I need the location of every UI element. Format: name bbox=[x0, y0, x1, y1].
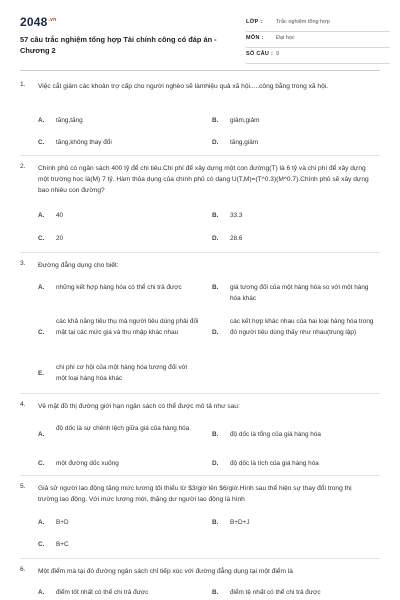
option-text: 33.3 bbox=[230, 212, 243, 219]
option-letter: B. bbox=[212, 212, 219, 219]
header-divider bbox=[20, 70, 380, 71]
meta-key: MÔN : bbox=[246, 35, 264, 41]
option-letter: A. bbox=[38, 519, 45, 526]
meta-value: Đại học bbox=[276, 35, 295, 41]
site-logo[interactable] bbox=[20, 15, 56, 29]
option-text: 40 bbox=[56, 212, 64, 219]
question-divider bbox=[20, 393, 380, 394]
meta-value: 9 bbox=[276, 51, 280, 57]
option-text: tăng,không thay đổi bbox=[56, 139, 112, 146]
option-text: độ dốc là tổng của giá hàng hóa bbox=[230, 431, 321, 438]
meta-key: SỐ CÂU : bbox=[246, 51, 274, 57]
question-divider bbox=[20, 475, 380, 476]
meta-value: Trắc nghiệm tổng hợp bbox=[276, 19, 330, 25]
question-number: 2. bbox=[20, 163, 26, 170]
question-number: 4. bbox=[20, 401, 26, 408]
option-text: chi phí cơ hội của một hàng hóa tương đối với một loại hàng hóa khác bbox=[56, 364, 188, 382]
option-text: B+D bbox=[56, 519, 69, 526]
question-text: Đường đẳng dụng cho biết: bbox=[38, 262, 119, 269]
option-text: tăng,tăng bbox=[56, 117, 83, 124]
question-text: Chính phủ có ngân sách 400 tỷ để chi tiêu.Chi phí để xây dựng một con đường(T) là 6 tỷ và chi phí để xây dựng một trường học là(M) 7 tỷ. Hàm thỏa dụng của chính phủ có dạng U(T,M)=(T^0.3)(M^0.7).Chính phủ sẽ xây dựng bao nhiêu con đường? bbox=[38, 165, 369, 194]
option-letter: D. bbox=[212, 139, 219, 146]
option-letter: C. bbox=[38, 541, 45, 548]
page-title: 57 câu trắc nghiệm tổng hợp Tài chính công có đáp án - Chương 2 bbox=[20, 35, 217, 55]
option-letter: B. bbox=[212, 519, 219, 526]
question-number: 6. bbox=[20, 566, 26, 573]
option-text: các kết hợp khác nhau của hai loại hàng hóa trong đó người tiêu dùng thấy như nhau(trung lập) bbox=[230, 318, 374, 336]
document-header bbox=[20, 12, 390, 64]
question-text: Việc cắt giảm các khoản trợ cấp cho người nghèo sẽ làmhiệu quả xã hội.....công bằng trong xã hội. bbox=[38, 83, 329, 90]
option-text: giá tương đối của một hàng hóa so với một hàng hóa khác bbox=[230, 284, 369, 302]
option-letter: D. bbox=[212, 460, 219, 467]
option-letter: A. bbox=[38, 589, 45, 596]
question-text: Một điểm mà tại đó đường ngân sách chỉ tiếp xúc với đường đẳng dụng tại một điểm là bbox=[38, 568, 293, 575]
option-text: điểm tệ nhất có thể chi trả được bbox=[230, 589, 321, 596]
option-letter: C. bbox=[38, 329, 45, 336]
question-number: 5. bbox=[20, 483, 26, 490]
option-letter: A. bbox=[38, 284, 45, 291]
option-text: 28.6 bbox=[230, 235, 243, 242]
option-letter: A. bbox=[38, 212, 45, 219]
question-divider bbox=[20, 558, 380, 559]
logo-suffix: .vn bbox=[48, 17, 57, 23]
question-text: Về mặt đồ thị đường giới hạn ngân sách có thể được mô tả như sau: bbox=[38, 403, 240, 410]
option-text: những kết hợp hàng hóa có thể chi trả được bbox=[56, 284, 182, 291]
option-letter: B. bbox=[212, 117, 219, 124]
option-text: điểm tốt nhất có thể chi trả được bbox=[56, 589, 149, 596]
question-divider bbox=[20, 155, 380, 156]
option-text: một đường dốc xuống bbox=[56, 460, 119, 467]
meta-key: LỚP : bbox=[246, 19, 263, 25]
meta-row-count bbox=[246, 48, 390, 64]
option-text: B+D+J bbox=[230, 519, 250, 526]
question-text: Giả sử người lao động tăng mức lương tối thiểu từ $3/giờ lên $6/giờ.Hình sau thể hiện sự thay đổi trong thị trường lao động. Với mức lương mới, thặng dư người lao động là hình bbox=[38, 485, 352, 503]
question-divider bbox=[20, 252, 380, 253]
option-letter: A. bbox=[38, 117, 45, 124]
logo-text: 2048 bbox=[20, 15, 48, 29]
option-text: tăng,giảm bbox=[230, 139, 259, 146]
question-number: 3. bbox=[20, 260, 26, 267]
option-text: giảm,giảm bbox=[230, 117, 260, 124]
option-letter: C. bbox=[38, 460, 45, 467]
option-letter: D. bbox=[212, 235, 219, 242]
option-text: B+C bbox=[56, 541, 69, 548]
meta-row-subject bbox=[246, 32, 390, 48]
meta-table bbox=[246, 16, 390, 64]
meta-row-class bbox=[246, 16, 390, 32]
option-letter: D. bbox=[212, 329, 219, 336]
question-number: 1. bbox=[20, 81, 26, 88]
option-letter: C. bbox=[38, 139, 45, 146]
option-letter: B. bbox=[212, 284, 219, 291]
option-text: độ dốc là sự chênh lệch giữa giá của hàng hóa bbox=[56, 425, 190, 432]
option-letter: B. bbox=[212, 589, 219, 596]
option-letter: E. bbox=[38, 370, 45, 377]
option-text: độ dốc là tích của giá hàng hóa bbox=[230, 460, 319, 467]
option-text: các khả năng tiêu thụ mà người tiêu dùng phải đối mặt tại các mức giá và thu nhập khác nhau bbox=[56, 318, 199, 336]
option-letter: B. bbox=[212, 431, 219, 438]
option-letter: C. bbox=[38, 235, 45, 242]
option-letter: A. bbox=[38, 431, 45, 438]
option-text: 20 bbox=[56, 235, 64, 242]
